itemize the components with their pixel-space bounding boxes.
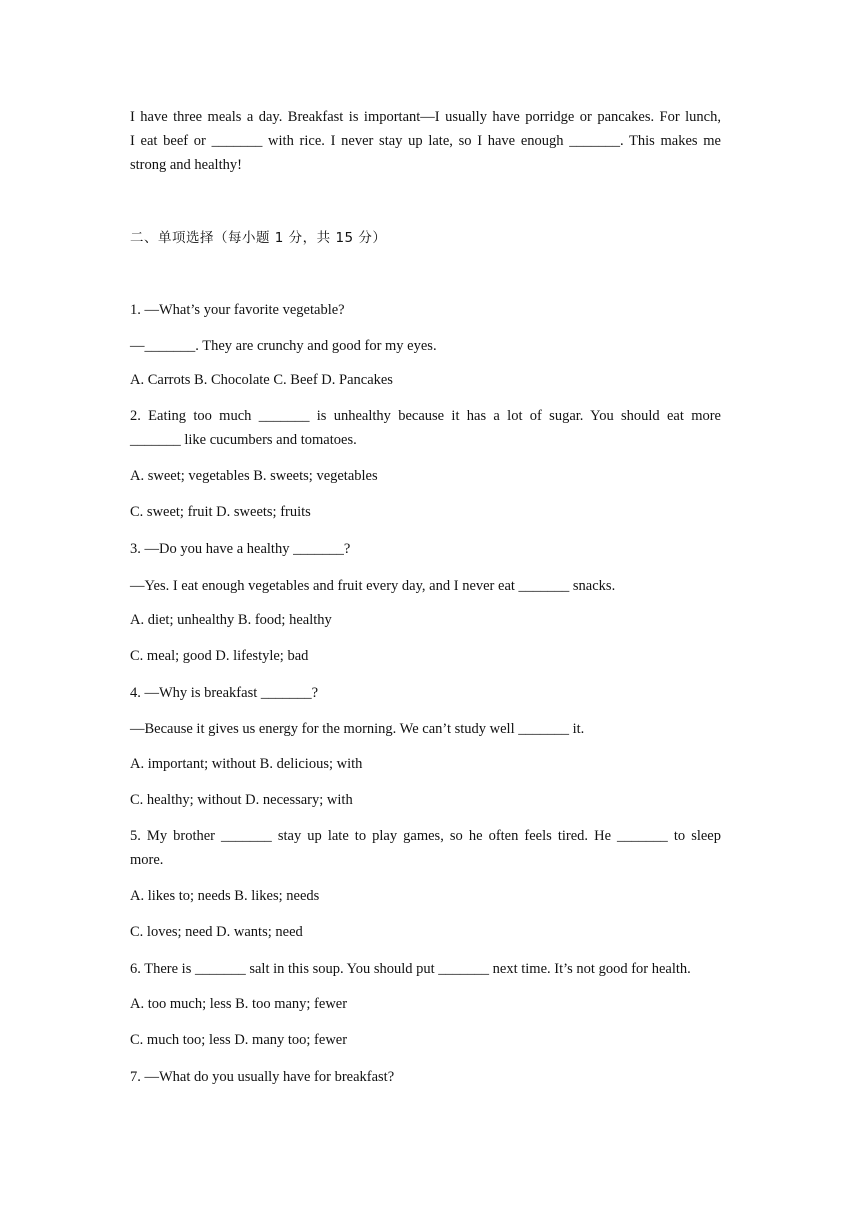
passage-line: I eat beef or _______ with rice. I never stay up late, so I have enough _______. This makes me: [130, 133, 721, 149]
question-stem: 2. Eating too much _______ is unhealthy because it has a lot of sugar. You should eat more: [130, 408, 721, 424]
question-stem: 7. —What do you usually have for breakfast?: [130, 1069, 395, 1085]
question-stem-cont: more.: [130, 852, 164, 868]
question-stem: 3. —Do you have a healthy _______?: [130, 541, 351, 557]
question-options: A. diet; unhealthy B. food; healthy: [130, 612, 332, 628]
question-options: A. likes to; needs B. likes; needs: [130, 888, 320, 904]
question-reply: —Because it gives us energy for the morning. We can’t study well _______ it.: [130, 721, 585, 737]
question-reply: —_______. They are crunchy and good for my eyes.: [130, 338, 437, 354]
question-options: A. Carrots B. Chocolate C. Beef D. Pancakes: [130, 372, 393, 388]
question-stem-cont: _______ like cucumbers and tomatoes.: [130, 432, 357, 448]
section-heading: 二、单项选择（每小题 1 分，共 15 分）: [130, 230, 387, 246]
passage-line: I have three meals a day. Breakfast is important—I usually have porridge or pancakes. For lunch,: [130, 109, 721, 125]
question-options: C. loves; need D. wants; need: [130, 924, 303, 940]
question-options: C. meal; good D. lifestyle; bad: [130, 648, 309, 664]
question-reply: —Yes. I eat enough vegetables and fruit every day, and I never eat _______ snacks.: [130, 578, 616, 594]
question-stem: 4. —Why is breakfast _______?: [130, 685, 319, 701]
question-options: C. sweet; fruit D. sweets; fruits: [130, 504, 311, 520]
question-options: A. too much; less B. too many; fewer: [130, 996, 348, 1012]
passage-line: strong and healthy!: [130, 157, 242, 173]
question-stem: 5. My brother _______ stay up late to play games, so he often feels tired. He _______ to sleep: [130, 828, 721, 844]
question-options: C. healthy; without D. necessary; with: [130, 792, 353, 808]
question-options: A. important; without B. delicious; with: [130, 756, 363, 772]
question-stem: 1. —What’s your favorite vegetable?: [130, 302, 345, 318]
question-stem: 6. There is _______ salt in this soup. You should put _______ next time. It’s not good for health.: [130, 961, 691, 977]
question-options: A. sweet; vegetables B. sweets; vegetables: [130, 468, 378, 484]
question-options: C. much too; less D. many too; fewer: [130, 1032, 348, 1048]
